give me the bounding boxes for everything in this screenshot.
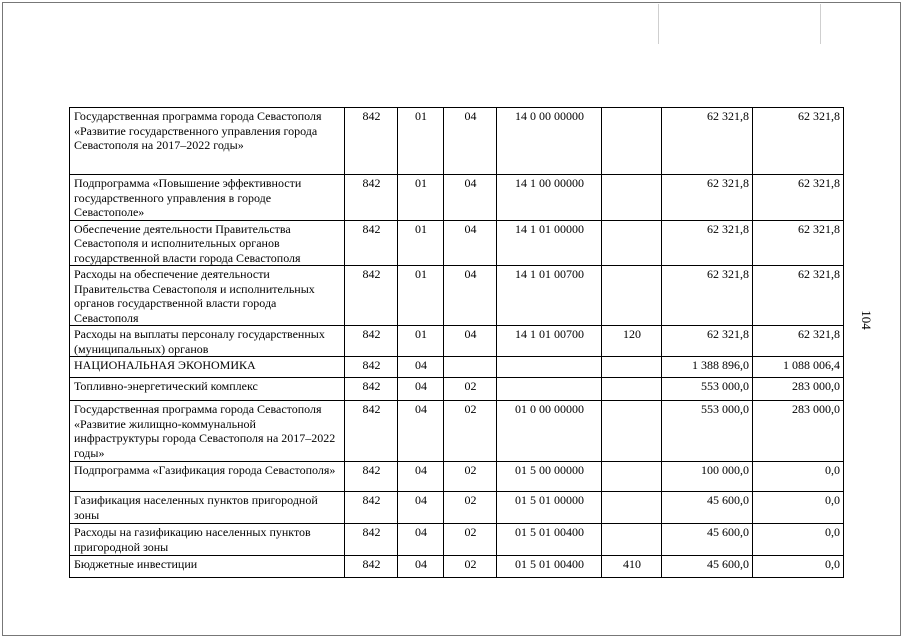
cell-sum-1: 62 321,8 [662, 175, 753, 221]
cell-csr: 01 5 01 00400 [497, 556, 602, 578]
budget-table [69, 107, 844, 578]
cell-vr [602, 524, 662, 556]
cell-name: Обеспечение деятельности Правительства Севастополя и исполнительных органов государственной власти города Севастополя [70, 220, 345, 266]
cell-sum-1: 100 000,0 [662, 462, 753, 492]
table-row [70, 492, 844, 524]
cell-ved: 842 [345, 492, 398, 524]
table-row [70, 357, 844, 378]
cell-rz: 04 [398, 492, 444, 524]
cell-rz: 01 [398, 266, 444, 326]
budget-table-body [70, 108, 844, 578]
cell-sum-1: 62 321,8 [662, 108, 753, 175]
cell-rz: 04 [398, 524, 444, 556]
cell-pr: 04 [444, 175, 497, 221]
cell-pr: 02 [444, 524, 497, 556]
table-row [70, 326, 844, 357]
cell-rz: 04 [398, 462, 444, 492]
cell-vr [602, 220, 662, 266]
cell-pr: 04 [444, 220, 497, 266]
cell-ved: 842 [345, 108, 398, 175]
cell-sum-1: 1 388 896,0 [662, 357, 753, 378]
cell-pr: 02 [444, 462, 497, 492]
cell-csr: 01 5 01 00000 [497, 492, 602, 524]
cell-pr: 04 [444, 326, 497, 357]
table-row [70, 401, 844, 462]
cell-name: Государственная программа города Севастополя «Развитие государственного управления города Севастополя на 2017–2022 годы» [70, 108, 345, 175]
cell-sum-1: 553 000,0 [662, 378, 753, 401]
cell-vr [602, 108, 662, 175]
table-row [70, 378, 844, 401]
cell-pr: 04 [444, 108, 497, 175]
cell-csr: 01 5 00 00000 [497, 462, 602, 492]
cell-name: НАЦИОНАЛЬНАЯ ЭКОНОМИКА [70, 357, 345, 378]
cell-csr: 14 1 01 00700 [497, 326, 602, 357]
cell-ved: 842 [345, 326, 398, 357]
cell-pr: 02 [444, 556, 497, 578]
cell-sum-1: 62 321,8 [662, 326, 753, 357]
cell-rz: 01 [398, 326, 444, 357]
cell-sum-2: 0,0 [753, 492, 844, 524]
cell-name: Подпрограмма «Повышение эффективности государственного управления в городе Севастополе» [70, 175, 345, 221]
cell-csr: 01 5 01 00400 [497, 524, 602, 556]
cell-csr [497, 378, 602, 401]
cell-csr: 14 1 01 00700 [497, 266, 602, 326]
cell-name: Топливно-энергетический комплекс [70, 378, 345, 401]
cell-sum-2: 0,0 [753, 524, 844, 556]
cell-sum-2: 62 321,8 [753, 326, 844, 357]
cell-vr [602, 175, 662, 221]
cell-rz: 01 [398, 220, 444, 266]
cell-sum-2: 62 321,8 [753, 266, 844, 326]
cell-rz: 04 [398, 357, 444, 378]
cell-vr [602, 357, 662, 378]
cell-name: Расходы на обеспечение деятельности Правительства Севастополя и исполнительных органов государственной власти города Севастополя [70, 266, 345, 326]
cell-vr [602, 462, 662, 492]
cell-sum-2: 283 000,0 [753, 401, 844, 462]
cell-sum-1: 62 321,8 [662, 266, 753, 326]
cell-csr: 14 0 00 00000 [497, 108, 602, 175]
cell-name: Расходы на газификацию населенных пунктов пригородной зоны [70, 524, 345, 556]
cell-rz: 04 [398, 556, 444, 578]
cell-pr: 02 [444, 401, 497, 462]
cell-ved: 842 [345, 357, 398, 378]
cell-pr [444, 357, 497, 378]
cell-pr: 02 [444, 378, 497, 401]
cell-sum-1: 62 321,8 [662, 220, 753, 266]
table-row [70, 462, 844, 492]
cell-sum-2: 62 321,8 [753, 175, 844, 221]
cell-name: Расходы на выплаты персоналу государственных (муниципальных) органов [70, 326, 345, 357]
cell-vr: 120 [602, 326, 662, 357]
cell-sum-1: 553 000,0 [662, 401, 753, 462]
scan-artifact-line [820, 4, 821, 44]
table-row [70, 266, 844, 326]
cell-sum-2: 0,0 [753, 462, 844, 492]
cell-ved: 842 [345, 175, 398, 221]
cell-name: Подпрограмма «Газификация города Севастополя» [70, 462, 345, 492]
cell-ved: 842 [345, 462, 398, 492]
cell-ved: 842 [345, 266, 398, 326]
cell-vr: 410 [602, 556, 662, 578]
cell-pr: 04 [444, 266, 497, 326]
cell-csr: 01 0 00 00000 [497, 401, 602, 462]
cell-sum-2: 1 088 006,4 [753, 357, 844, 378]
cell-name: Государственная программа города Севастополя «Развитие жилищно-коммунальной инфраструктуры города Севастополя на 2017–2022 годы» [70, 401, 345, 462]
table-row [70, 108, 844, 175]
cell-rz: 01 [398, 175, 444, 221]
cell-sum-2: 62 321,8 [753, 220, 844, 266]
table-row [70, 524, 844, 556]
cell-vr [602, 266, 662, 326]
table-row [70, 220, 844, 266]
scan-artifact-line [658, 4, 659, 44]
page-number: 104 [859, 310, 874, 330]
cell-pr: 02 [444, 492, 497, 524]
cell-ved: 842 [345, 524, 398, 556]
cell-sum-1: 45 600,0 [662, 556, 753, 578]
cell-csr [497, 357, 602, 378]
table-row [70, 175, 844, 221]
cell-vr [602, 492, 662, 524]
cell-sum-1: 45 600,0 [662, 492, 753, 524]
cell-ved: 842 [345, 378, 398, 401]
cell-vr [602, 378, 662, 401]
cell-sum-2: 62 321,8 [753, 108, 844, 175]
cell-ved: 842 [345, 556, 398, 578]
cell-sum-1: 45 600,0 [662, 524, 753, 556]
cell-rz: 04 [398, 378, 444, 401]
cell-sum-2: 283 000,0 [753, 378, 844, 401]
cell-rz: 01 [398, 108, 444, 175]
cell-name: Бюджетные инвестиции [70, 556, 345, 578]
cell-ved: 842 [345, 220, 398, 266]
cell-ved: 842 [345, 401, 398, 462]
cell-sum-2: 0,0 [753, 556, 844, 578]
cell-vr [602, 401, 662, 462]
cell-csr: 14 1 00 00000 [497, 175, 602, 221]
table-row [70, 556, 844, 578]
cell-rz: 04 [398, 401, 444, 462]
cell-name: Газификация населенных пунктов пригородной зоны [70, 492, 345, 524]
cell-csr: 14 1 01 00000 [497, 220, 602, 266]
